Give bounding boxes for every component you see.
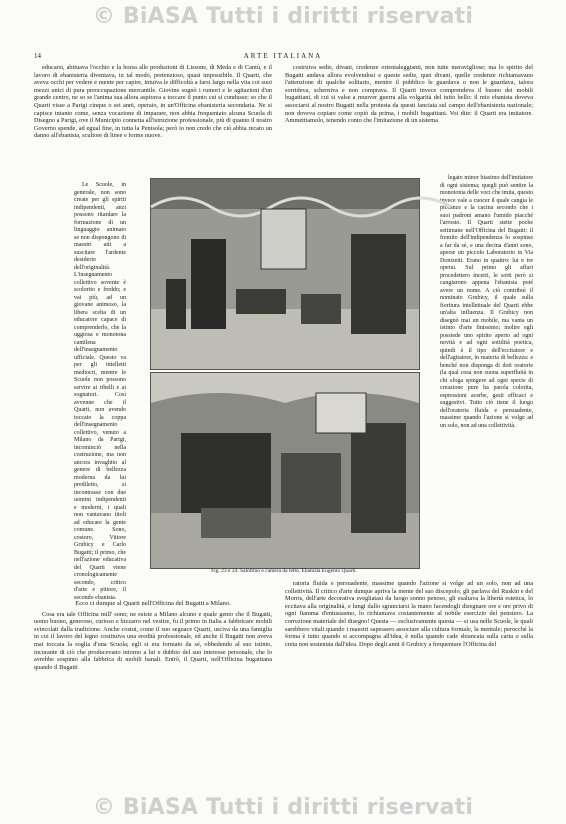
paragraph: legato minor biasimo dell'imitatore di ogni sistema; quegli può sentire la monotonia delle voci che imita, questo invece vale a cuocer il quale cangia le piccanze e la cacina secondo che i suoi padroni amano l'umido piacché l'arrosto. Il Quarti stette poche settimane nell'Officina del Bugatti: il fremito dell'indipendenza lo sospinse a far da sé, e una decina d'anni sono, aperse un piccolo Laboratorio in Via Donizetti. Erano in quattro: lui e tre operai. Sul primo gli affari procedettero incerti, le sorti però si cangiarono appena l'ebanista poté avere un nome. A ciò contribuì il nominato Grubicy, il quale sulla fioritura intellettuale del Quarti ebbe un'alta influenza. Il Grubicy non disegnò mai un mobile, ma vanta un istinto d'arte finissimo; inoltre egli possiede uno spirito aperto ad ogni novità e ad ogni sottilità poetica, quindi è il tipo dell'eccitatore e dell'agitatore, in materia di bellezza: e benché non disponga di doti oratorie (la qual cosa non suona superfluità in chi sfoga spingere ad ogni specie di creazione pure ha parola colorita, espressioni acerbe, gesti efficaci e suggestivi. Tutto ciò tiene il luogo dell'oratoria fluida e persuadente, massime quando l'azione si volge ad un solo, non ad una collettività. — [440, 175, 533, 429]
page-header — [34, 52, 532, 64]
watermark-bottom: © BiASA Tutti i diritti riservati — [92, 795, 474, 820]
paragraph: costruiva sedie, divani, credenze orientaleggianti, non tutte meravigliose; ma lo spirito del Bugatti andava allora evolvendosi e queste sedie, quei divani, quelle credenze richiamavano l'attenzione di qualche solitario, mentre il pubblico le guardava o non le guardava, talora sorrideva, scherniva e non comprava. Il Quarti invece comprendeva il buono dei mobili bugattiani, di cui si valse a muover guerra alla volgarità del tutto bello: il mio ebanista doveva associarsi al nostro Bugatti nella protesta da questi lanciata sul campo dell'ebanisteria nazionale; non doveva copiare come copiò da prima, i mobili bugattiani. Voi dite: il Quarti era imitatore. Ammettiamolo, tenendo conto che l'imitazione di un sistema — [285, 64, 533, 125]
paragraph: Cosa era tale Officina mill' sono; ne esiste a Milano alcuno e quale genio che il Bugatti, uomo buono, generoso, curioso e bizzarro nel vestire, fu il primo in Italia a fabbricare mobili svincolati dalla tradizione. Anche costui, come il suo seguace Quarti, usciva da una famiglia in cui il lavoro del legno costituiva una eredità professionale, ed anche il Bugatti non aveva mai toccata la soglia d'una Scuola; egli si era formato da sé, obbedendo al suo istinto, incurante di ciò che producevano intorno a lui e dubbio del suo interesse personale, che lo avrebbe sospinto alla fabbrica di mobili banali. Entrò, il Quarti, nell'Officina bugattiana quando il Bugatti — [34, 610, 272, 671]
watermark-top: © BiASA Tutti i diritti riservati — [92, 4, 474, 29]
photo-camera-da-letto — [150, 372, 420, 569]
photo-salottino-drawing — [151, 179, 419, 369]
left-narrow-column — [74, 182, 126, 601]
running-title: ARTE ITALIANA — [243, 52, 323, 60]
bottom-left-column — [34, 598, 272, 758]
right-narrow-column — [440, 175, 533, 590]
photo-salottino — [150, 178, 420, 370]
page-number: 14 — [34, 52, 41, 60]
bottom-right-column — [285, 580, 533, 740]
photo-camera-drawing — [151, 373, 419, 568]
section-intro: Ecco ci dunque al Quarti nell'Officina del Bugatti a Milano. — [75, 600, 231, 607]
right-column-top — [285, 64, 533, 174]
paragraph: educarsi, abituava l'occhio e la borsa alle produzioni di Lissone, di Meda e di Cantù, e il lavoro di ebanisteria diventava, in tal modo, pretenzioso, quasi impossibile. Il Quarti, che aveva occhi per vedere e mente per capire, intuiva le difficoltà a farsi largo nella vita coi suoi mezzi unici di pura preoccupazione mercantile. Giovine sognò i rumori e le agitazioni d'un grande centro, ne so se l'anima sua allora aspirava a toccare il punto cui si condusse; so che il Quarti visse a Parigi cinque o sei anni, operaio, in un'Officina ebanisteria secondaria. Ne si capisce intanto come, senza vocazione di imparare, non abbia frequentato alcuna Scuola di Disegno a Parigi, ove il Municipio connetta all'istruzione professionale, più di quanto il nostro Governo spende, ad egual fine, in tutta la Penisola; però io non credo che ciò abbia recato un danno all'ebanista, scultore di linee e forme nuove. — [34, 64, 272, 140]
paragraph: ratoria fluida e persuadente, massime quando l'azione si volge ad un solo, non ad una collettività. Il critico d'arte dunque apriva la mente del suo discepolo, gli parlava del Ruskin e del Morris, dell'arte decorativa svegliatasi da luogo sonno penoso, gli esaltava la libertà estetica, lo eccitava alla originalità, e lungi dallo sgranciarsi la mano facendogli disegnare ore e ore privo di ogni fiamma d'entusiasmo, lo richiamava costantemente al nobile esercizio del pensiero. La correzione materiale del disegno! Questa — esclusivamente questa — si usa nelle Scuole, le quali sarebbero vitali quando i maestri sapessero associare alla cultura formale, la mentale; perocché la forma è tutto quando si accompagna all'idea, è nulla quando cade sbiancata sulla carta o sulla creta non sostenuta dall'idea. Dopo degli anni il Grubicy a frequentare l'Officina del — [285, 580, 533, 648]
figure-caption: Fig. 23 e 24. Salottino e camera da letto. Ebanista Eugenio Quarti. — [211, 568, 357, 574]
paragraph: Le Scuole, in generale, non sono create per gli spiriti indipendenti, anzi possono ritardare la formazione di un linguaggio animato se non dispongono di maestri atti a suscitare l'ardente desiderio dell'originalità. L'insegnamento collettivo sovente è scolorito e freddo; e vai più, ad un giovane animoso, la libera scelta di un educatore capace di comprenderlo, che la uggiosa e monotona cantilena dell'insegnamento ufficiale. Questo va per gli intelletti mediocri, mentre le Scuole non possono servire ai ribelli e ai sognatori. Così avvenne che il Quarti, non avendo toccato la coppa dell'insegnamento collettivo, venuto a Milano da Parigi, incominciò nella costruzione, ma non ancora invaghito al genere di bellezza moderna da lui prediletto, si incontrasse con due uomini indipendenti e moderni, i quali non vantavano titoli ad educare la gente comune. Sono, costoro, Vittore Grubicy e Carlo Bugatti; il primo, che nell'azione educativa del Quarti viene cronologicamente secondo, critico d'arte e pittore, il secondo ebanista. — [74, 182, 126, 601]
